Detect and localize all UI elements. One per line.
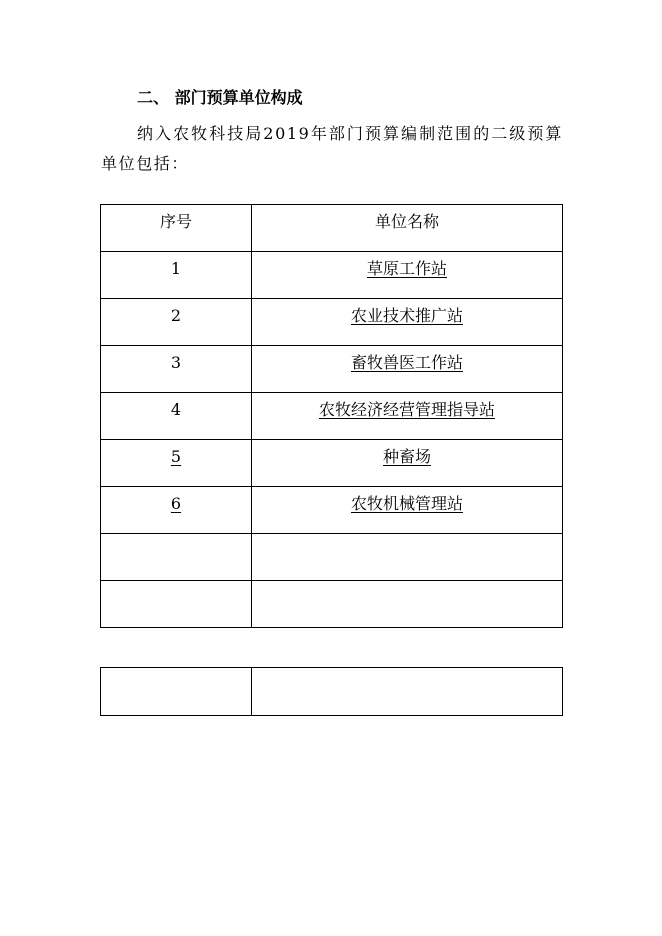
section-heading: 二、 部门预算单位构成 [137, 88, 303, 107]
table-header-row [101, 205, 563, 252]
row-no-cell: 5 [101, 440, 252, 487]
row-name-cell: 草原工作站 [252, 252, 563, 299]
row-name-cell: 农业技术推广站 [252, 299, 563, 346]
budget-units-table [100, 204, 563, 628]
table-row [101, 252, 563, 299]
header-cell-name: 单位名称 [252, 205, 563, 252]
table-row [101, 346, 563, 393]
row-no-cell: 3 [101, 346, 252, 393]
row-name-cell [252, 668, 563, 716]
row-no-cell: 6 [101, 487, 252, 534]
row-no-cell [101, 534, 252, 581]
row-no-cell: 1 [101, 252, 252, 299]
table-row [101, 487, 563, 534]
row-name-cell [252, 534, 563, 581]
row-name-cell: 种畜场 [252, 440, 563, 487]
intro-paragraph: 纳入农牧科技局2019年部门预算编制范围的二级预算单位包括： [101, 124, 563, 173]
table-row [101, 440, 563, 487]
row-no-cell: 2 [101, 299, 252, 346]
table-row [101, 299, 563, 346]
row-name-cell [252, 581, 563, 628]
row-name-cell: 畜牧兽医工作站 [252, 346, 563, 393]
table-row [101, 393, 563, 440]
header-cell-no: 序号 [101, 205, 252, 252]
row-name-cell: 农牧机械管理站 [252, 487, 563, 534]
table-row-empty [101, 534, 563, 581]
row-no-cell: 4 [101, 393, 252, 440]
table-row-empty [101, 581, 563, 628]
row-no-cell [101, 581, 252, 628]
row-no-cell [101, 668, 252, 716]
table-row-empty [101, 668, 563, 716]
row-name-cell: 农牧经济经营管理指导站 [252, 393, 563, 440]
extra-table [100, 667, 563, 716]
